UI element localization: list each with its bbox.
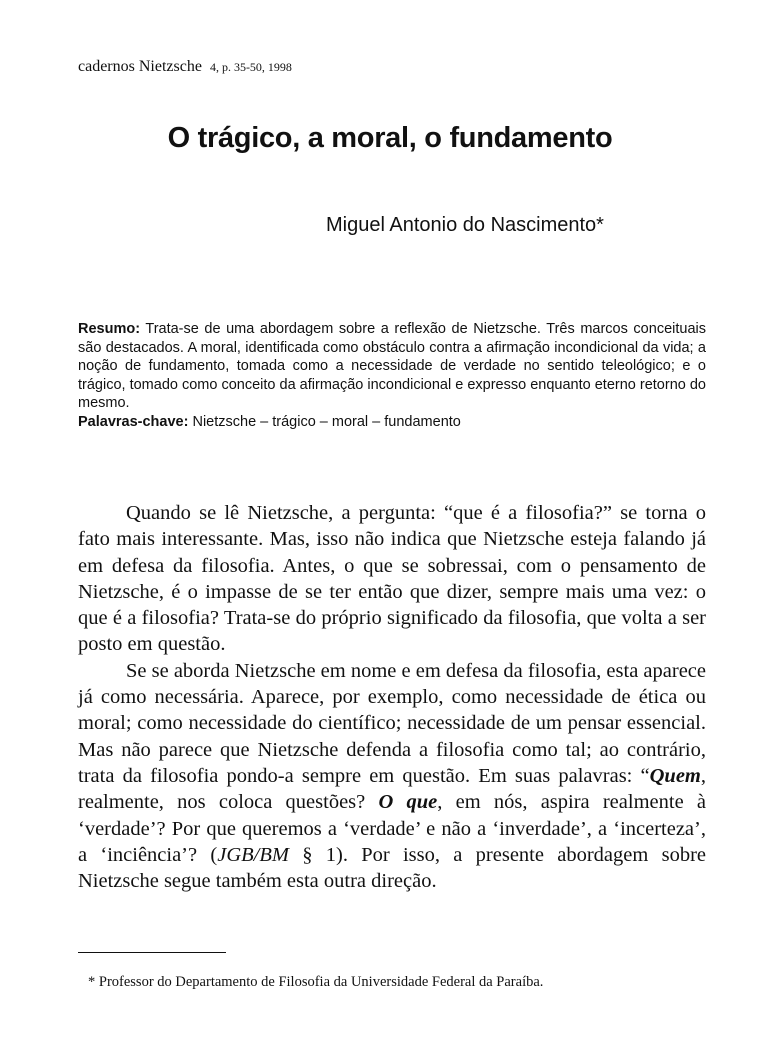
footnote-rule: [78, 952, 226, 953]
p2-part-a: Se se aborda Nietzsche em nome e em defesa da filosofia, esta aparece já como necessária. Aparece, por exemplo, como necessidade de ética ou moral; como necessidade do científico; necessidade de um pensar essencial. Mas não parece que Nietzsche defenda a filosofia como tal; ao contrário, trata da filosofia pondo-a sempre em questão. Em suas palavras: “: [78, 659, 706, 787]
paragraph-1: Quando se lê Nietzsche, a pergunta: “que é a filosofia?” se torna o fato mais interessante. Mas, isso não indica que Nietzsche esteja falando já em defesa da filosofia. Antes, o que se sobressai, com o pensamento de Nietzsche, é o impasse de se ter então que dizer, sempre mais uma vez: o que é a filosofia? Trata-se do próprio significado da filosofia, que volta a ser posto em questão.: [78, 502, 706, 656]
abstract-label: Resumo:: [78, 321, 141, 337]
keywords-label: Palavras-chave:: [78, 413, 189, 430]
journal-name: cadernos Nietzsche: [78, 58, 202, 75]
p2-emph-oque: O que: [378, 791, 438, 814]
running-header: [78, 58, 292, 76]
p2-part-c: , em nós, aspira realmente à ‘verdade’? Por que queremos a ‘verdade’ e não a ‘inverdade’, a ‘incerteza’, a ‘inciência’? (: [78, 791, 706, 866]
abstract-text: Trata-se de uma abordagem sobre a reflexão de Nietzsche. Três marcos conceituais são destacados. A moral, identificada como obstáculo contra a afirmação incondicional da vida; a noção de fundamento, tomada como a necessidade de verdade no sentido teleológico; e o trágico, tomado como conceito da afirmação incondicional e expresso enquanto eterno retorno do mesmo.: [78, 321, 706, 412]
body-text: [78, 500, 706, 894]
p2-part-d: § 1). Por isso, a presente abordagem sobre Nietzsche segue também esta outra direção.: [78, 843, 706, 893]
footnote: * Professor do Departamento de Filosofia da Universidade Federal da Paraíba.: [88, 974, 544, 990]
paragraph-2: [78, 658, 706, 895]
abstract-paragraph: [78, 320, 706, 413]
keywords-line: [78, 413, 706, 432]
keywords-text: Nietzsche – trágico – moral – fundamento: [192, 413, 461, 430]
author-name: Miguel Antonio do Nascimento*: [326, 214, 604, 236]
p2-part-b: , realmente, nos coloca questões?: [78, 764, 706, 814]
article-title: O trágico, a moral, o fundamento: [167, 122, 613, 154]
p2-reference: JGB/BM: [217, 843, 289, 866]
p2-emph-quem: Quem: [649, 764, 701, 787]
journal-citation: 4, p. 35-50, 1998: [209, 60, 292, 74]
abstract: [78, 320, 706, 432]
